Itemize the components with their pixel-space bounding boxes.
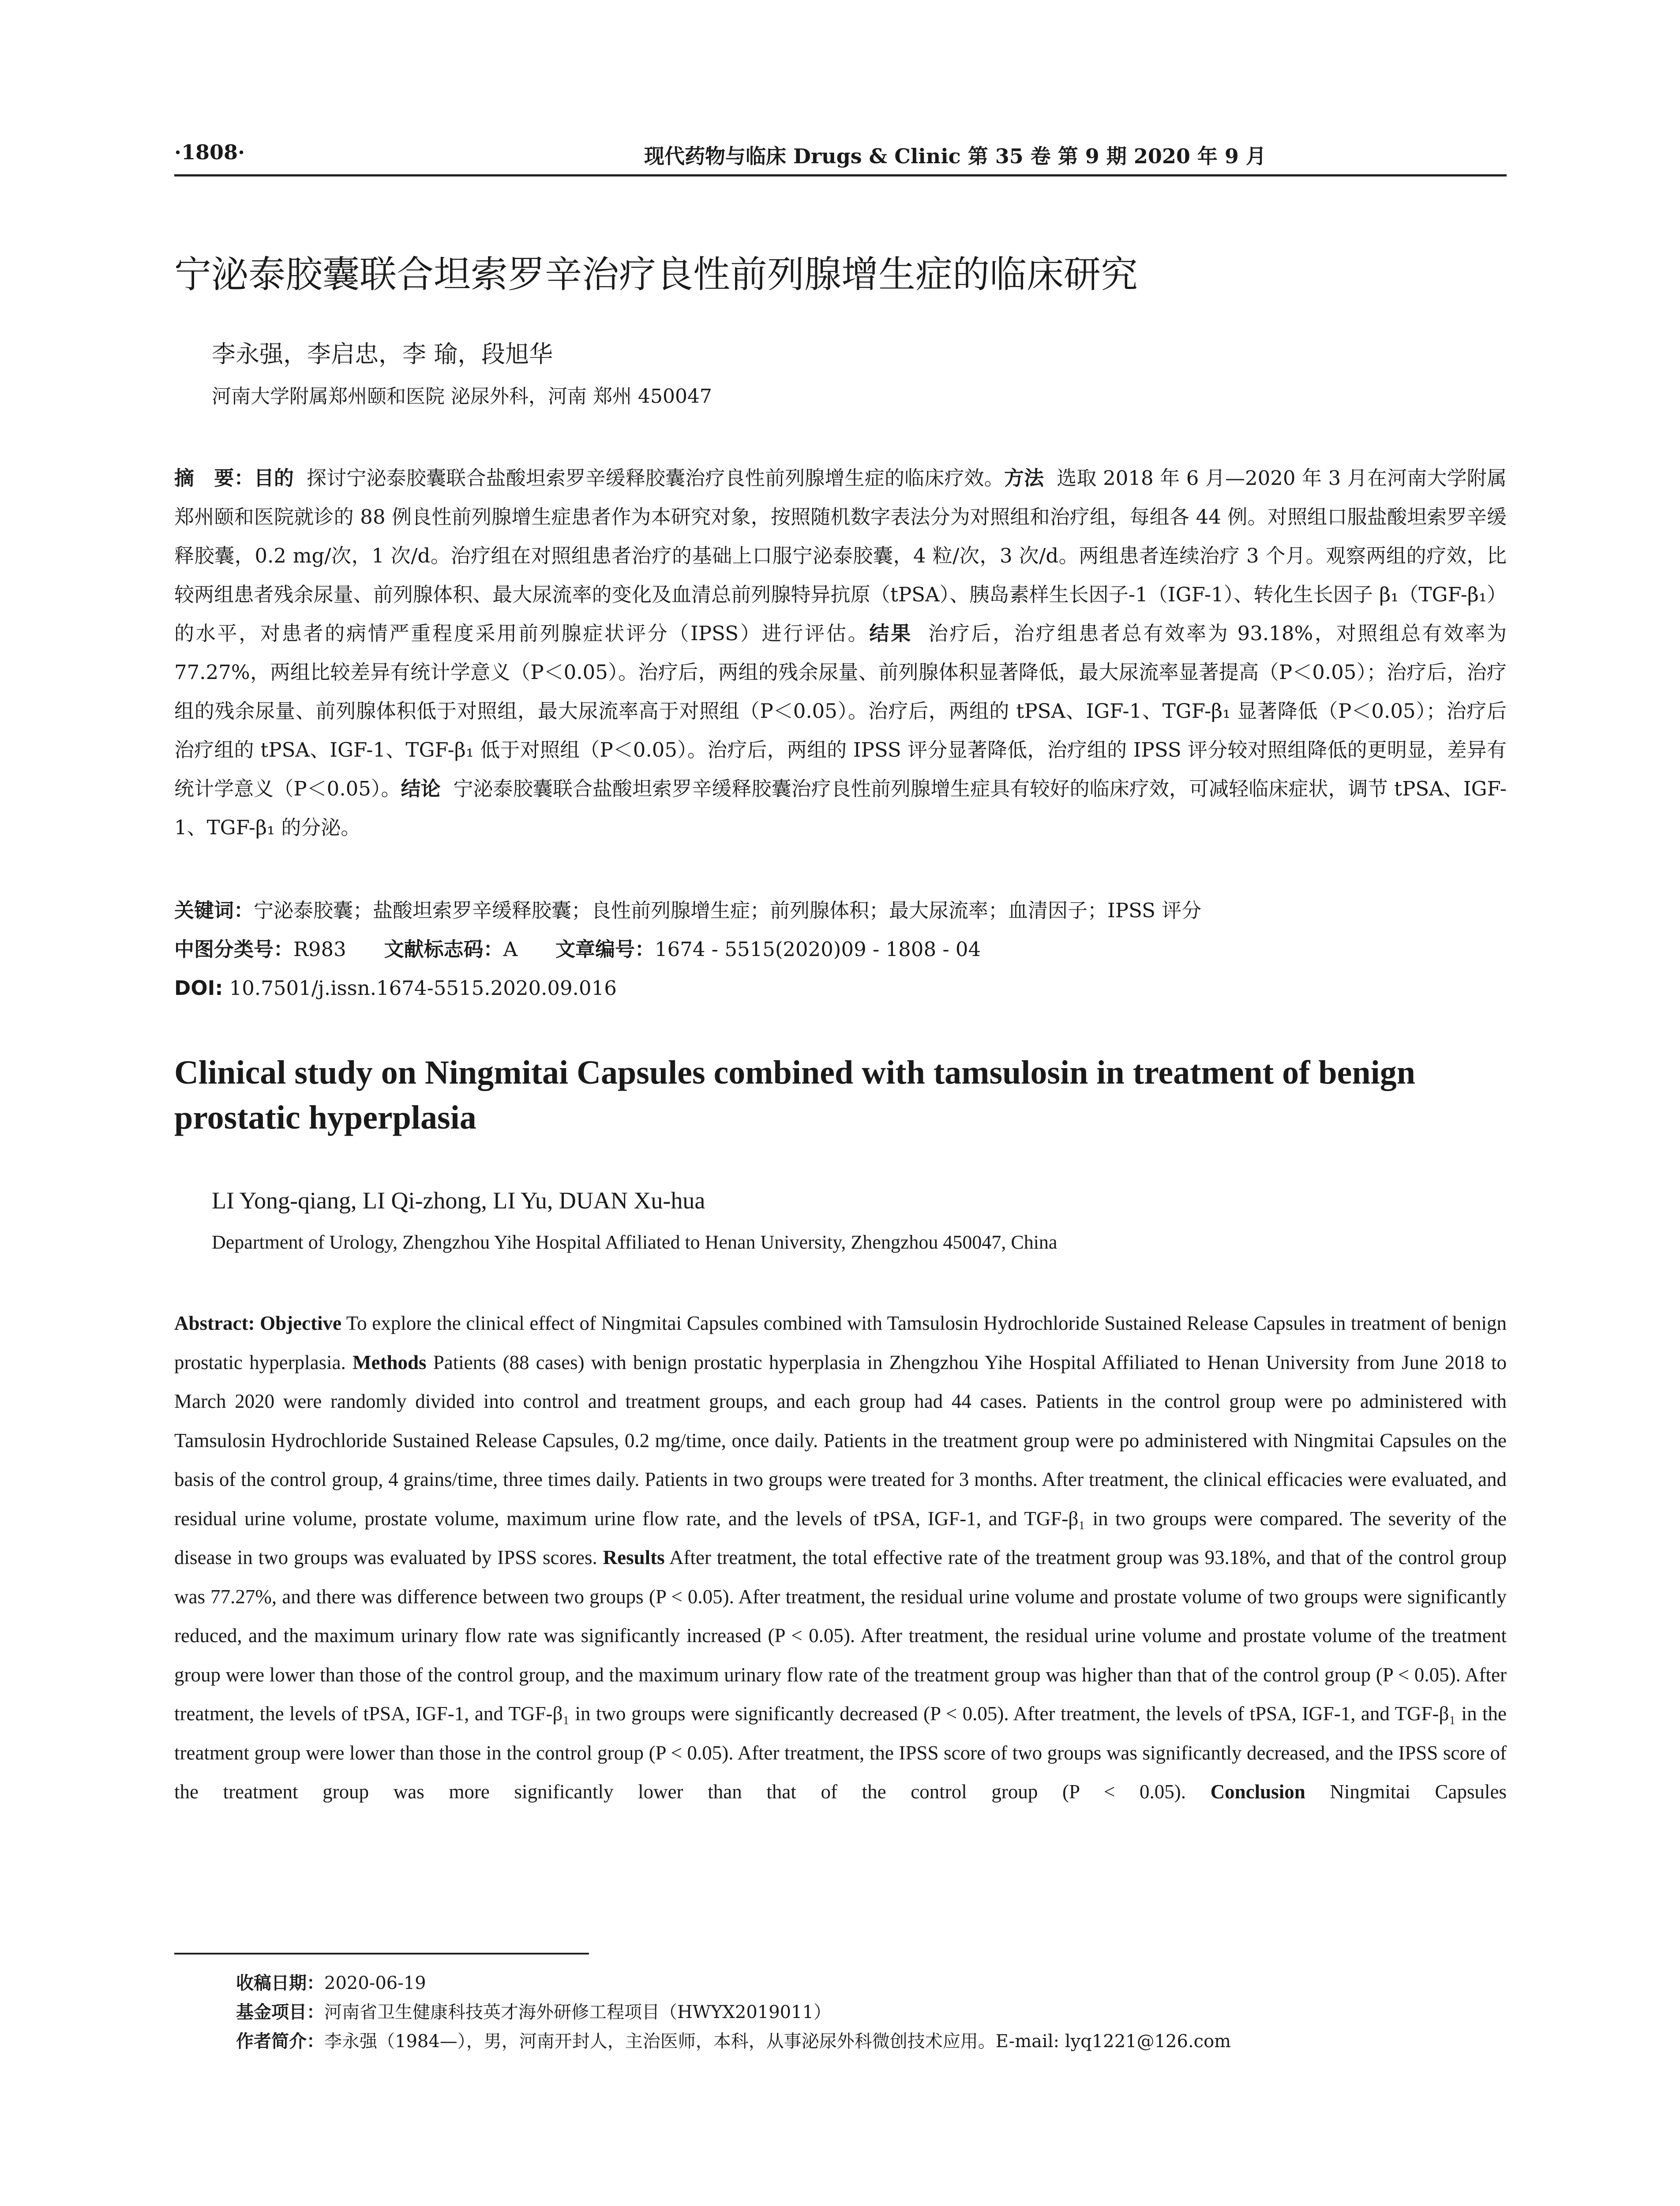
results-text-cn: 治疗后，治疗组患者总有效率为 93.18%，对照组总有效率为 77.27%，两组比较差异有统计学意义（P＜0.05）。治疗后，两组的残余尿量、前列腺体积显著降低，最大尿流率显著提高（P＜0.05）；治疗后，治疗组的残余尿量、前列腺体积低于对照组，最大尿流率高于对照组（P＜0.05）。治疗后，两组的 tPSA、IGF-1、TGF-β₁ 显著降低（P＜0.05）；治疗后治疗组的 tPSA、IGF-1、TGF-β₁ 低于对照组（P＜0.05）。治疗后，两组的 IPSS 评分显著降低，治疗组的 IPSS 评分较对照组降低的更明显，差异有统计学意义（P＜0.05）。 [174,622,1507,800]
abstract-english [174,1304,1507,1812]
doc-code-value: A [503,938,518,961]
clc-label: 中图分类号： [174,938,294,961]
received-date: 收稿日期：2020-06-19 [236,1973,426,1993]
conclusion-label-cn: 结论 [401,777,441,800]
clc-value: R983 [293,938,346,961]
methods-label-en: Methods [352,1351,427,1373]
article-number-value: 1674 - 5515(2020)09 - 1808 - 04 [654,938,981,961]
abstract-label-cn: 摘 要： [174,466,254,490]
title-chinese: 宁泌泰胶囊联合坦索罗辛治疗良性前列腺增生症的临床研究 [174,253,1138,296]
keywords-text-cn: 宁泌泰胶囊；盐酸坦索罗辛缓释胶囊；良性前列腺增生症；前列腺体积；最大尿流率；血清因子；IPSS 评分 [254,899,1202,922]
objective-label-en: Objective [260,1312,341,1334]
doc-code-label: 文献标志码： [384,938,503,961]
methods-label-cn: 方法 [1004,466,1044,490]
footnote-rule [174,1953,589,1955]
doi-label: DOI: [174,976,223,1000]
methods-text-cn: 选取 2018 年 6 月—2020 年 3 月在河南大学附属郑州颐和医院就诊的 88 例良性前列腺增生症患者作为本研究对象，按照随机数字表法分为对照组和治疗组，每组各 44 例。对照组口服盐酸坦索罗辛缓释胶囊，0.2 mg/次，1 次/d。治疗组在对照组患者治疗的基础上口服宁泌泰胶囊，4 粒/次，3 次/d。两组患者连续治疗 3 个月。观察两组的疗效，比较两组患者残余尿量、前列腺体积、最大尿流率的变化及血清总前列腺特异抗原（tPSA）、胰岛素样生长因子-1（IGF-1）、转化生长因子 β₁（TGF-β₁）的水平，对患者的病情严重程度采用前列腺症状评分（IPSS）进行评估。 [174,466,1507,645]
footnotes [236,1969,1231,2056]
objective-label-cn: 目的 [254,466,294,490]
conclusion-text-cn: 宁泌泰胶囊联合盐酸坦索罗辛缓释胶囊治疗良性前列腺增生症具有较好的临床疗效，可减轻临床症状，调节 tPSA、IGF-1、TGF-β₁ 的分泌。 [174,777,1507,839]
authors-english: LI Yong-qiang, LI Qi-zhong, LI Yu, DUAN Xu-hua [212,1187,705,1214]
results-label-en: Results [603,1546,665,1568]
doi-value: 10.7501/j.issn.1674-5515.2020.09.016 [229,976,617,1000]
results-text-en: After treatment, the total effective rate of the treatment group was 93.18%, and that of the control group was 77.27%, and there was difference between two groups (P < 0.05). After treatment, the residual urine volume and prostate volume of two groups were significantly reduced, and the maximum urinary flow rate was significantly increased (P < 0.05). After treatment, the residual urine volume and prostate volume of the treatment group were lower than those of the control group, and the maximum urinary flow rate of the treatment group was higher than that of the control group (P < 0.05). After treatment, the levels of tPSA, IGF-1, and TGF-β₁ in two groups were significantly decreased (P < 0.05). After treatment, the levels of tPSA, IGF-1, and TGF-β₁ in the treatment group were lower than those in the control group (P < 0.05). After treatment, the IPSS score of two groups was significantly decreased, and the IPSS score of the treatment group was more significantly lower than that of the control group (P < 0.05). [174,1546,1507,1803]
affiliation-chinese: 河南大学附属郑州颐和医院 泌尿外科，河南 郑州 450047 [212,385,712,408]
author-bio: 作者简介：李永强（1984—），男，河南开封人，主治医师，本科，从事泌尿外科微创技术应用。E-mail: lyq1221@126.com [236,2031,1231,2052]
fund-project: 基金项目：河南省卫生健康科技英才海外研修工程项目（HWYX2019011） [236,2002,832,2022]
keywords-label-cn: 关键词： [174,899,254,922]
article-number-label: 文章编号： [555,938,655,961]
doi-line [174,969,617,1008]
results-label-cn: 结果 [869,622,912,645]
authors-chinese: 李永强，李启忠，李 瑜，段旭华 [212,340,553,368]
abstract-label-en: Abstract: [174,1312,255,1334]
title-english: Clinical study on Ningmitai Capsules combined with tamsulosin in treatment of benign prostatic hyperplasia [174,1054,1416,1136]
running-header [174,132,1507,172]
conclusion-label-en: Conclusion [1210,1781,1305,1803]
page-number: ·1808· [174,140,245,164]
journal-line: 现代药物与临床 Drugs & Clinic 第 35 卷 第 9 期 2020 年 9 月 [644,144,1266,168]
objective-text-en: To explore the clinical effect of Ningmitai Capsules combined with Tamsulosin Hydrochloride Sustained Release Capsules in treatment of benign prostatic hyperplasia. [174,1312,1507,1373]
objective-text-cn: 探讨宁泌泰胶囊联合盐酸坦索罗辛缓释胶囊治疗良性前列腺增生症的临床疗效。 [306,466,1004,490]
conclusion-text-en: Ningmitai Capsules [1330,1781,1507,1803]
affiliation-english: Department of Urology, Zhengzhou Yihe Hospital Affiliated to Henan University, Zhengzhou 450047, China [212,1231,1058,1253]
header-rule [174,174,1507,176]
classification-line [174,930,981,969]
keywords-chinese [174,891,1507,930]
methods-text-en: Patients (88 cases) with benign prostatic hyperplasia in Zhengzhou Yihe Hospital Affiliated to Henan University from June 2018 to March 2020 were randomly divided into control and treatment groups, and each group had 44 cases. Patients in the control group were po administered with Tamsulosin Hydrochloride Sustained Release Capsules, 0.2 mg/time, once daily. Patients in the treatment group were po administered with Ningmitai Capsules on the basis of the control group, 4 grains/time, three times daily. Patients in two groups were treated for 3 months. After treatment, the clinical efficacies were evaluated, and residual urine volume, prostate volume, maximum urine flow rate, and the levels of tPSA, IGF-1, and TGF-β₁ in two groups were compared. The severity of the disease in two groups was evaluated by IPSS scores. [174,1351,1507,1568]
abstract-chinese [174,459,1507,847]
